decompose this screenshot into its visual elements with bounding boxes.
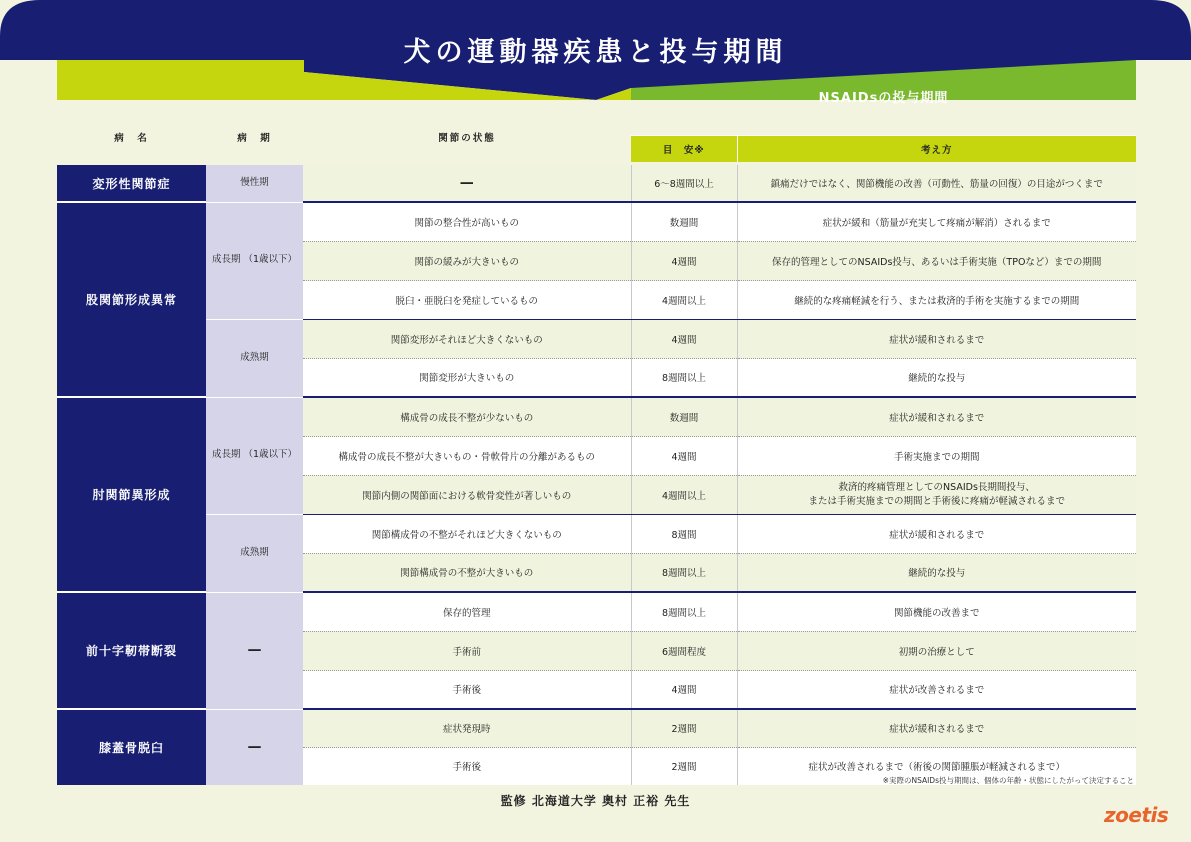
table-row bbox=[57, 319, 1136, 358]
state-cell: 関節構成骨の不整がそれほど大きくないもの bbox=[303, 514, 631, 553]
state-cell: 構成骨の成長不整が大きいもの・骨軟骨片の分離があるもの bbox=[303, 436, 631, 475]
state-cell: 脱臼・亜脱臼を発症しているもの bbox=[303, 280, 631, 319]
guide-cell: 4週間 bbox=[631, 241, 737, 280]
guide-cell: 数週間 bbox=[631, 397, 737, 436]
approach-cell: 手術実施までの期間 bbox=[737, 436, 1136, 475]
period-oa: 慢性期 bbox=[206, 165, 303, 202]
table-row bbox=[57, 514, 1136, 553]
approach-cell: 初期の治療として bbox=[737, 631, 1136, 670]
guide-cell: 2週間 bbox=[631, 709, 737, 747]
header-guide: 目 安※ bbox=[631, 135, 737, 162]
approach-cell: 継続的な投与 bbox=[737, 553, 1136, 592]
guide-cell: 4週間以上 bbox=[631, 475, 737, 514]
guide-cell: 数週間 bbox=[631, 202, 737, 241]
header-joint-state: 関節の状態 bbox=[438, 132, 496, 144]
period-elbow-growth: 成長期 （1歳以下） bbox=[206, 397, 303, 514]
state-cell: 関節変形が大きいもの bbox=[303, 358, 631, 397]
period-hip-mature: 成熟期 bbox=[206, 319, 303, 397]
approach-line-2: または手術実施までの期間と手術後に疼痛が軽減されるまで bbox=[808, 495, 1065, 507]
table-row bbox=[57, 592, 1136, 631]
disease-hip: 股関節形成異常 bbox=[57, 202, 206, 397]
period-elbow-mature: 成熟期 bbox=[206, 514, 303, 592]
guide-cell: 4週間 bbox=[631, 436, 737, 475]
approach-cell: 症状が改善されるまで bbox=[737, 670, 1136, 709]
approach-cell: 継続的な投与 bbox=[737, 358, 1136, 397]
state-cell: 関節の整合性が高いもの bbox=[303, 202, 631, 241]
header-row bbox=[57, 111, 1136, 135]
disease-acl: 前十字靭帯断裂 bbox=[57, 592, 206, 709]
table-row bbox=[57, 709, 1136, 747]
approach-cell: 症状が緩和されるまで bbox=[737, 319, 1136, 358]
state-cell: 関節変形がそれほど大きくないもの bbox=[303, 319, 631, 358]
state-cell: 構成骨の成長不整が少ないもの bbox=[303, 397, 631, 436]
state-cell: 手術後 bbox=[303, 670, 631, 709]
approach-cell: 症状が改善されるまで（術後の関節腫脹が軽減されるまで） bbox=[737, 747, 1136, 785]
state-cell: 関節の緩みが大きいもの bbox=[303, 241, 631, 280]
table-row bbox=[57, 397, 1136, 436]
header-nsaids-spacer bbox=[631, 111, 1136, 135]
guide-cell: 8週間以上 bbox=[631, 553, 737, 592]
table-row bbox=[57, 202, 1136, 241]
approach-cell: 保存的管理としてのNSAIDs投与、あるいは手術実施（TPOなど）までの期間 bbox=[737, 241, 1136, 280]
state-cell: — bbox=[303, 165, 631, 202]
treatment-table bbox=[57, 111, 1136, 785]
state-cell: 症状発現時 bbox=[303, 709, 631, 747]
approach-cell bbox=[737, 475, 1136, 514]
header-approach: 考え方 bbox=[737, 135, 1136, 162]
approach-cell: 関節機能の改善まで bbox=[737, 592, 1136, 631]
disease-patella: 膝蓋骨脱臼 bbox=[57, 709, 206, 785]
guide-cell: 8週間以上 bbox=[631, 358, 737, 397]
state-cell: 手術前 bbox=[303, 631, 631, 670]
period-patella: — bbox=[206, 709, 303, 785]
guide-cell: 4週間 bbox=[631, 319, 737, 358]
approach-cell: 鎮痛だけではなく、関節機能の改善（可動性、筋量の回復）の目途がつくまで bbox=[737, 165, 1136, 202]
footnote: ※実際のNSAIDs投与期間は、個体の年齢・状態にしたがって決定すること bbox=[882, 776, 1134, 785]
approach-cell: 継続的な疼痛軽減を行う、または救済的手術を実施するまでの期間 bbox=[737, 280, 1136, 319]
supervisor-credit: 監修 北海道大学 奥村 正裕 先生 bbox=[500, 794, 691, 808]
period-acl: — bbox=[206, 592, 303, 709]
nsaids-header: NSAIDsの投与期間 bbox=[818, 91, 949, 106]
disease-elbow: 肘関節異形成 bbox=[57, 397, 206, 592]
state-cell: 手術後 bbox=[303, 747, 631, 785]
guide-cell: 6週間程度 bbox=[631, 631, 737, 670]
approach-cell: 症状が緩和されるまで bbox=[737, 709, 1136, 747]
header-period: 病 期 bbox=[237, 132, 272, 144]
guide-cell: 6～8週間以上 bbox=[631, 165, 737, 202]
table-row bbox=[57, 165, 1136, 202]
state-cell: 関節構成骨の不整が大きいもの bbox=[303, 553, 631, 592]
approach-cell: 症状が緩和（筋量が充実して疼痛が解消）されるまで bbox=[737, 202, 1136, 241]
approach-line-1: 救済的疼痛管理としてのNSAIDs長期間投与、 bbox=[838, 481, 1035, 493]
approach-cell: 症状が緩和されるまで bbox=[737, 514, 1136, 553]
approach-cell: 症状が緩和されるまで bbox=[737, 397, 1136, 436]
guide-cell: 8週間以上 bbox=[631, 592, 737, 631]
state-cell: 関節内側の関節面における軟骨変性が著しいもの bbox=[303, 475, 631, 514]
header-disease: 病 名 bbox=[114, 132, 149, 144]
disease-oa: 変形性関節症 bbox=[57, 165, 206, 202]
state-cell: 保存的管理 bbox=[303, 592, 631, 631]
guide-cell: 4週間以上 bbox=[631, 280, 737, 319]
page-title: 犬の運動器疾患と投与期間 bbox=[403, 37, 788, 68]
period-hip-growth: 成長期 （1歳以下） bbox=[206, 202, 303, 319]
zoetis-logo: zoetis bbox=[1104, 803, 1169, 827]
guide-cell: 4週間 bbox=[631, 670, 737, 709]
guide-cell: 2週間 bbox=[631, 747, 737, 785]
guide-cell: 8週間 bbox=[631, 514, 737, 553]
